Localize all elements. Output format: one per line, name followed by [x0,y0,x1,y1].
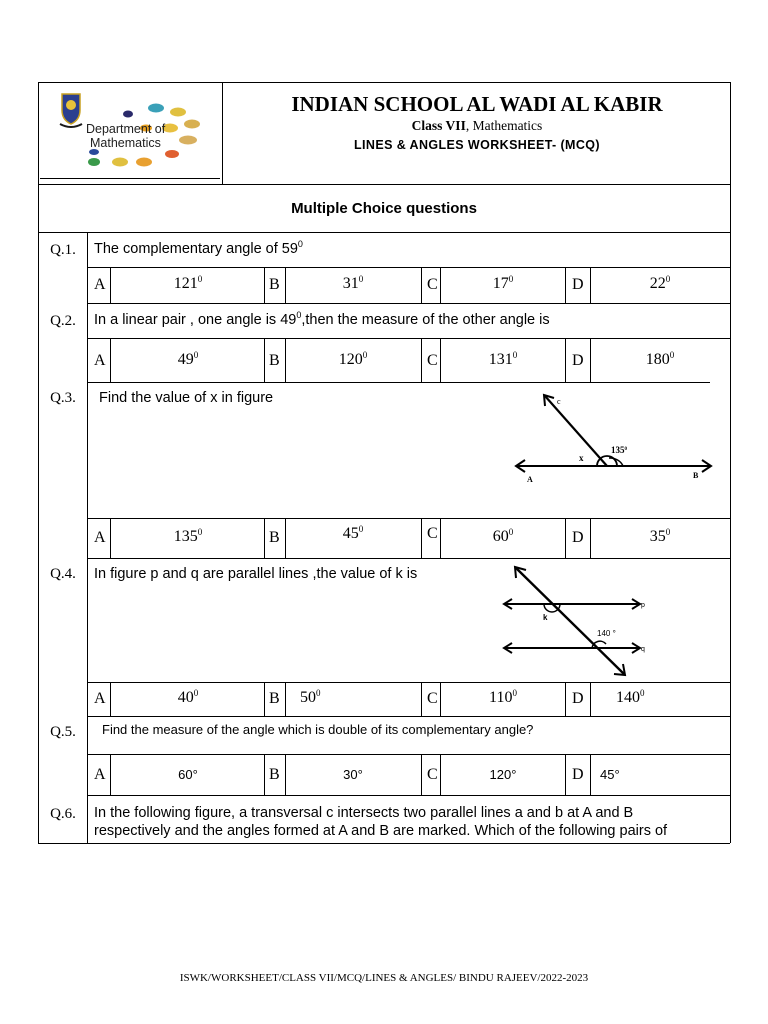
question-text: In figure p and q are parallel lines ,the value of k is [94,566,418,582]
page-footer: ISWK/WORKSHEET/CLASS VII/MCQ/LINES & ANGLES/ BINDU RAJEEV/2022-2023 [179,972,589,984]
option-c[interactable] [441,528,565,546]
figure-drawing [505,388,725,488]
degree-sup: 0 [193,688,199,698]
option-letter-c: C [427,766,438,783]
option-divider [440,754,441,795]
option-divider [565,682,566,716]
section-bottom-border [38,232,730,233]
question-text [94,312,550,328]
degree-sup: 0 [512,688,517,698]
degree-sup: 0 [508,527,514,537]
option-divider [110,518,111,558]
degree-sup: 0 [197,274,203,284]
option-c[interactable] [441,351,565,369]
option-letter-c: C [427,525,438,542]
row-border [87,716,730,717]
option-value: 60 [492,528,509,545]
table-border-top [38,82,730,83]
option-letter-a: A [94,276,106,293]
section-title: Multiple Choice questions [291,200,477,217]
row-border [87,682,730,683]
figure-parallel-lines [500,562,660,680]
option-c[interactable] [441,689,565,707]
degree-sup: 0 [669,350,675,360]
option-divider [285,682,286,716]
label-angle: 140 ° [597,629,616,638]
table-border-right [730,82,731,843]
class-subject [224,118,730,134]
row-border [87,303,730,304]
option-value: 31 [342,275,359,292]
label-p: p [641,602,645,609]
option-divider [285,754,286,795]
question-text: Find the value of x in figure [99,390,274,406]
question-number: Q.5. [50,724,76,740]
option-b[interactable] [287,351,419,369]
qnum-column-divider [87,232,88,843]
option-a[interactable] [112,528,264,546]
option-letter-c: C [427,352,438,369]
question-text [94,241,303,257]
label-q: q [641,646,645,653]
option-letter-a: A [94,529,106,546]
row-border [87,338,730,339]
option-letter-a: A [94,690,106,707]
option-value: 135 [173,528,198,545]
figure-drawing [500,562,660,680]
row-border [87,558,730,559]
subject-label: , Mathematics [465,118,543,133]
option-letter-b: B [269,352,280,369]
option-divider [421,338,422,382]
label-x: x [579,453,584,463]
option-c[interactable]: 120° [489,767,517,782]
option-divider [565,267,566,303]
label-b: B [693,471,699,480]
degree-sup: 0 [665,527,671,537]
question-number: Q.3. [50,390,76,406]
option-a[interactable] [112,351,264,369]
option-value: 35 [649,528,666,545]
option-b[interactable] [287,525,419,543]
option-divider [565,338,566,382]
option-value: 50 [300,689,316,706]
degree-sup: 0 [358,524,364,534]
label-angle [611,445,628,455]
option-divider [440,682,441,716]
option-d[interactable] [592,528,728,546]
option-divider [285,338,286,382]
option-letter-d: D [572,352,584,369]
option-divider [285,267,286,303]
degree-sup: 0 [512,350,518,360]
option-value: 49 [177,351,194,368]
option-d[interactable] [592,351,728,369]
label-k: k [543,613,548,622]
option-divider [565,754,566,795]
option-divider [110,267,111,303]
label-angle-value: 135 [611,445,625,455]
question-number: Q.4. [50,566,76,582]
option-divider [110,754,111,795]
option-letter-c: C [427,690,438,707]
header-divider [222,82,223,184]
degree-sup: 0 [640,688,645,698]
option-letter-d: D [572,766,584,783]
option-divider [110,682,111,716]
department-logo [46,88,216,174]
class-label: Class VII [411,118,466,133]
option-letter-a: A [94,766,106,783]
option-divider [264,754,265,795]
option-divider [590,754,591,795]
question-text: Find the measure of the angle which is double of its complementary angle? [102,722,534,737]
option-divider [565,518,566,558]
option-a[interactable]: 60° [178,767,198,782]
option-divider [590,682,591,716]
degree-sup: 0 [665,274,671,284]
option-b[interactable] [300,689,321,707]
label-a: A [527,475,533,484]
option-divider [440,267,441,303]
option-a[interactable] [112,275,264,293]
option-letter-b: B [269,690,280,707]
header-bottom-border [38,184,730,185]
option-letter-b: B [269,276,280,293]
question-text-line1: In the following figure, a transversal c intersects two parallel lines a and b at A and B [94,805,634,821]
question-number: Q.6. [50,806,76,822]
option-value: 121 [173,275,198,292]
question-text-main: The complementary angle of 59 [94,241,298,257]
option-divider [590,267,591,303]
option-divider [264,682,265,716]
option-divider [421,267,422,303]
option-divider [264,267,265,303]
table-border-bottom [38,843,730,844]
option-divider [440,518,441,558]
worksheet-title: LINES & ANGLES WORKSHEET- (MCQ) [354,138,600,152]
label-c: c [557,397,561,406]
option-divider [421,518,422,558]
option-d[interactable] [592,275,728,293]
degree-sup: 0 [193,350,199,360]
question-text-main: In a linear pair , one angle is 49 [94,312,297,328]
degree-sup: 0 [297,239,303,249]
question-number: Q.2. [50,313,76,329]
degree-sup: 0 [508,274,514,284]
option-letter-b: B [269,766,280,783]
option-letter-b: B [269,529,280,546]
option-value: 131 [488,351,513,368]
logo-underline [40,178,220,179]
option-b[interactable] [287,275,419,293]
option-divider [110,338,111,382]
option-divider [285,518,286,558]
question-text-tail: ,then the measure of the other angle is [301,312,550,328]
label-angle-sup: 0 [624,447,627,452]
option-divider [440,338,441,382]
option-value: 22 [649,275,666,292]
degree-sup: 0 [362,350,368,360]
option-value: 180 [645,351,670,368]
option-divider [421,754,422,795]
row-border [87,518,730,519]
option-letter-d: D [572,276,584,293]
option-divider [264,518,265,558]
degree-sup: 0 [197,527,203,537]
option-divider [590,518,591,558]
degree-sup: 0 [358,274,364,284]
degree-sup: 0 [316,688,321,698]
degree-sup: 0 [296,310,302,320]
option-letter-d: D [572,529,584,546]
figure-linear-pair [505,388,725,488]
option-value: 140 [616,689,640,706]
option-a[interactable] [112,689,264,707]
option-c[interactable] [441,275,565,293]
option-letter-c: C [427,276,438,293]
option-divider [421,682,422,716]
row-border [87,382,710,383]
row-border [87,754,730,755]
option-divider [590,338,591,382]
question-number: Q.1. [50,242,76,258]
row-border [87,795,730,796]
option-value: 110 [489,689,513,706]
question-text-line2: respectively and the angles formed at A and B are marked. Which of the following pairs of [94,823,668,839]
option-value: 17 [492,275,509,292]
option-d[interactable] [616,689,645,707]
option-value: 120 [338,351,363,368]
school-name: INDIAN SCHOOL AL WADI AL KABIR [291,92,663,116]
option-value: 40 [177,689,194,706]
option-letter-a: A [94,352,106,369]
option-divider [264,338,265,382]
table-border-left [38,82,39,843]
logo-text-line2: Mathematics [90,136,161,150]
option-d[interactable]: 45° [600,767,620,782]
option-b[interactable]: 30° [343,767,363,782]
option-letter-d: D [572,690,584,707]
option-value: 45 [342,525,359,542]
row-border [87,267,730,268]
logo-text-line1: Department of [86,122,166,136]
